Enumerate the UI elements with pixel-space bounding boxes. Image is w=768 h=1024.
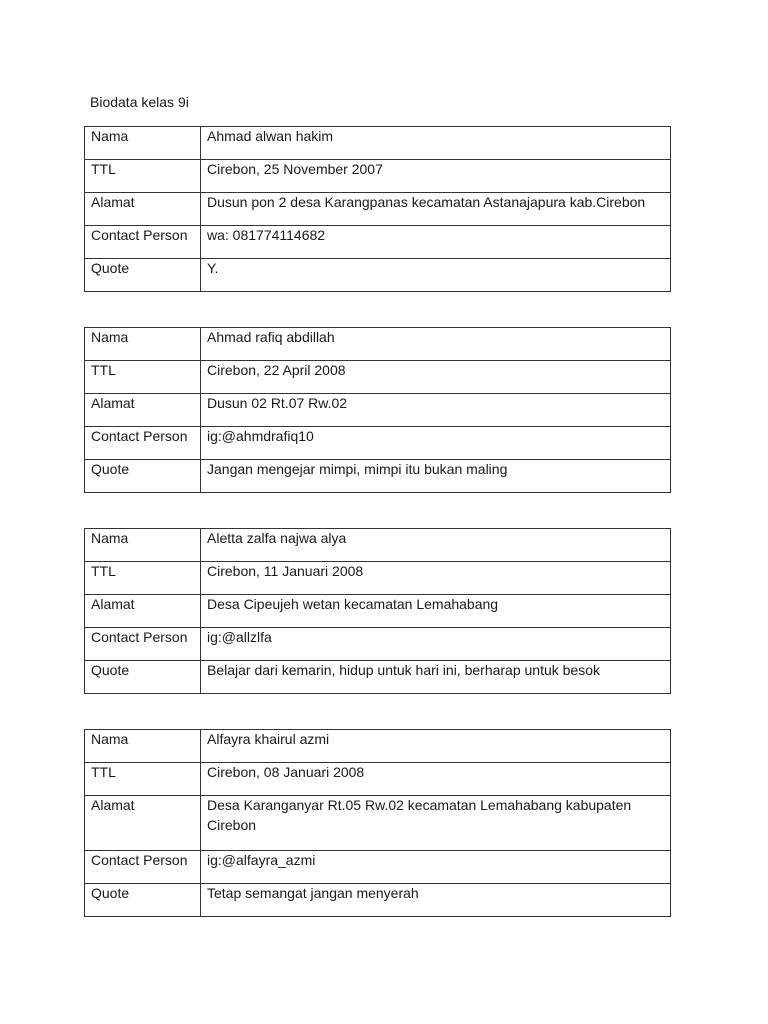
table-row bbox=[85, 394, 671, 427]
table-row bbox=[85, 595, 671, 628]
table-row bbox=[85, 361, 671, 394]
table-row bbox=[85, 460, 671, 493]
table-row bbox=[85, 328, 671, 361]
value-quote: Tetap semangat jangan menyerah bbox=[201, 884, 671, 917]
table-row bbox=[85, 661, 671, 694]
label-contact-person: Contact Person bbox=[85, 628, 201, 661]
value-quote: Jangan mengejar mimpi, mimpi itu bukan maling bbox=[201, 460, 671, 493]
value-contact-person: ig:@ahmdrafiq10 bbox=[201, 427, 671, 460]
table-row bbox=[85, 851, 671, 884]
label-nama: Nama bbox=[85, 529, 201, 562]
value-contact-person: wa: 081774114682 bbox=[201, 226, 671, 259]
label-contact-person: Contact Person bbox=[85, 427, 201, 460]
table-row bbox=[85, 259, 671, 292]
label-nama: Nama bbox=[85, 730, 201, 763]
label-contact-person: Contact Person bbox=[85, 226, 201, 259]
label-alamat: Alamat bbox=[85, 595, 201, 628]
value-ttl: Cirebon, 08 Januari 2008 bbox=[201, 763, 671, 796]
label-nama: Nama bbox=[85, 127, 201, 160]
value-quote: Belajar dari kemarin, hidup untuk hari ini, berharap untuk besok bbox=[201, 661, 671, 694]
value-nama: Ahmad rafiq abdillah bbox=[201, 328, 671, 361]
page-title: Biodata kelas 9i bbox=[90, 94, 189, 110]
value-alamat: Dusun 02 Rt.07 Rw.02 bbox=[201, 394, 671, 427]
table-row bbox=[85, 796, 671, 851]
table-row bbox=[85, 884, 671, 917]
label-alamat: Alamat bbox=[85, 796, 201, 851]
label-nama: Nama bbox=[85, 328, 201, 361]
student-biodata-table bbox=[84, 528, 671, 694]
label-quote: Quote bbox=[85, 884, 201, 917]
value-ttl: Cirebon, 22 April 2008 bbox=[201, 361, 671, 394]
table-row bbox=[85, 127, 671, 160]
label-ttl: TTL bbox=[85, 562, 201, 595]
table-row bbox=[85, 730, 671, 763]
label-ttl: TTL bbox=[85, 160, 201, 193]
label-ttl: TTL bbox=[85, 361, 201, 394]
table-row bbox=[85, 160, 671, 193]
value-alamat: Desa Cipeujeh wetan kecamatan Lemahabang bbox=[201, 595, 671, 628]
label-alamat: Alamat bbox=[85, 394, 201, 427]
label-quote: Quote bbox=[85, 460, 201, 493]
value-ttl: Cirebon, 25 November 2007 bbox=[201, 160, 671, 193]
value-alamat: Desa Karanganyar Rt.05 Rw.02 kecamatan Lemahabang kabupaten Cirebon bbox=[201, 796, 671, 851]
value-nama: Ahmad alwan hakim bbox=[201, 127, 671, 160]
value-quote: Y. bbox=[201, 259, 671, 292]
label-quote: Quote bbox=[85, 259, 201, 292]
table-row bbox=[85, 529, 671, 562]
student-biodata-table bbox=[84, 327, 671, 493]
table-row bbox=[85, 193, 671, 226]
table-row bbox=[85, 628, 671, 661]
value-contact-person: ig:@alfayra_azmi bbox=[201, 851, 671, 884]
student-biodata-table bbox=[84, 126, 671, 292]
table-row bbox=[85, 226, 671, 259]
label-contact-person: Contact Person bbox=[85, 851, 201, 884]
table-row bbox=[85, 763, 671, 796]
label-ttl: TTL bbox=[85, 763, 201, 796]
value-alamat: Dusun pon 2 desa Karangpanas kecamatan Astanajapura kab.Cirebon bbox=[201, 193, 671, 226]
label-quote: Quote bbox=[85, 661, 201, 694]
table-row bbox=[85, 562, 671, 595]
value-nama: Aletta zalfa najwa alya bbox=[201, 529, 671, 562]
student-biodata-table bbox=[84, 729, 671, 917]
value-nama: Alfayra khairul azmi bbox=[201, 730, 671, 763]
label-alamat: Alamat bbox=[85, 193, 201, 226]
value-ttl: Cirebon, 11 Januari 2008 bbox=[201, 562, 671, 595]
value-contact-person: ig:@allzlfa bbox=[201, 628, 671, 661]
table-row bbox=[85, 427, 671, 460]
